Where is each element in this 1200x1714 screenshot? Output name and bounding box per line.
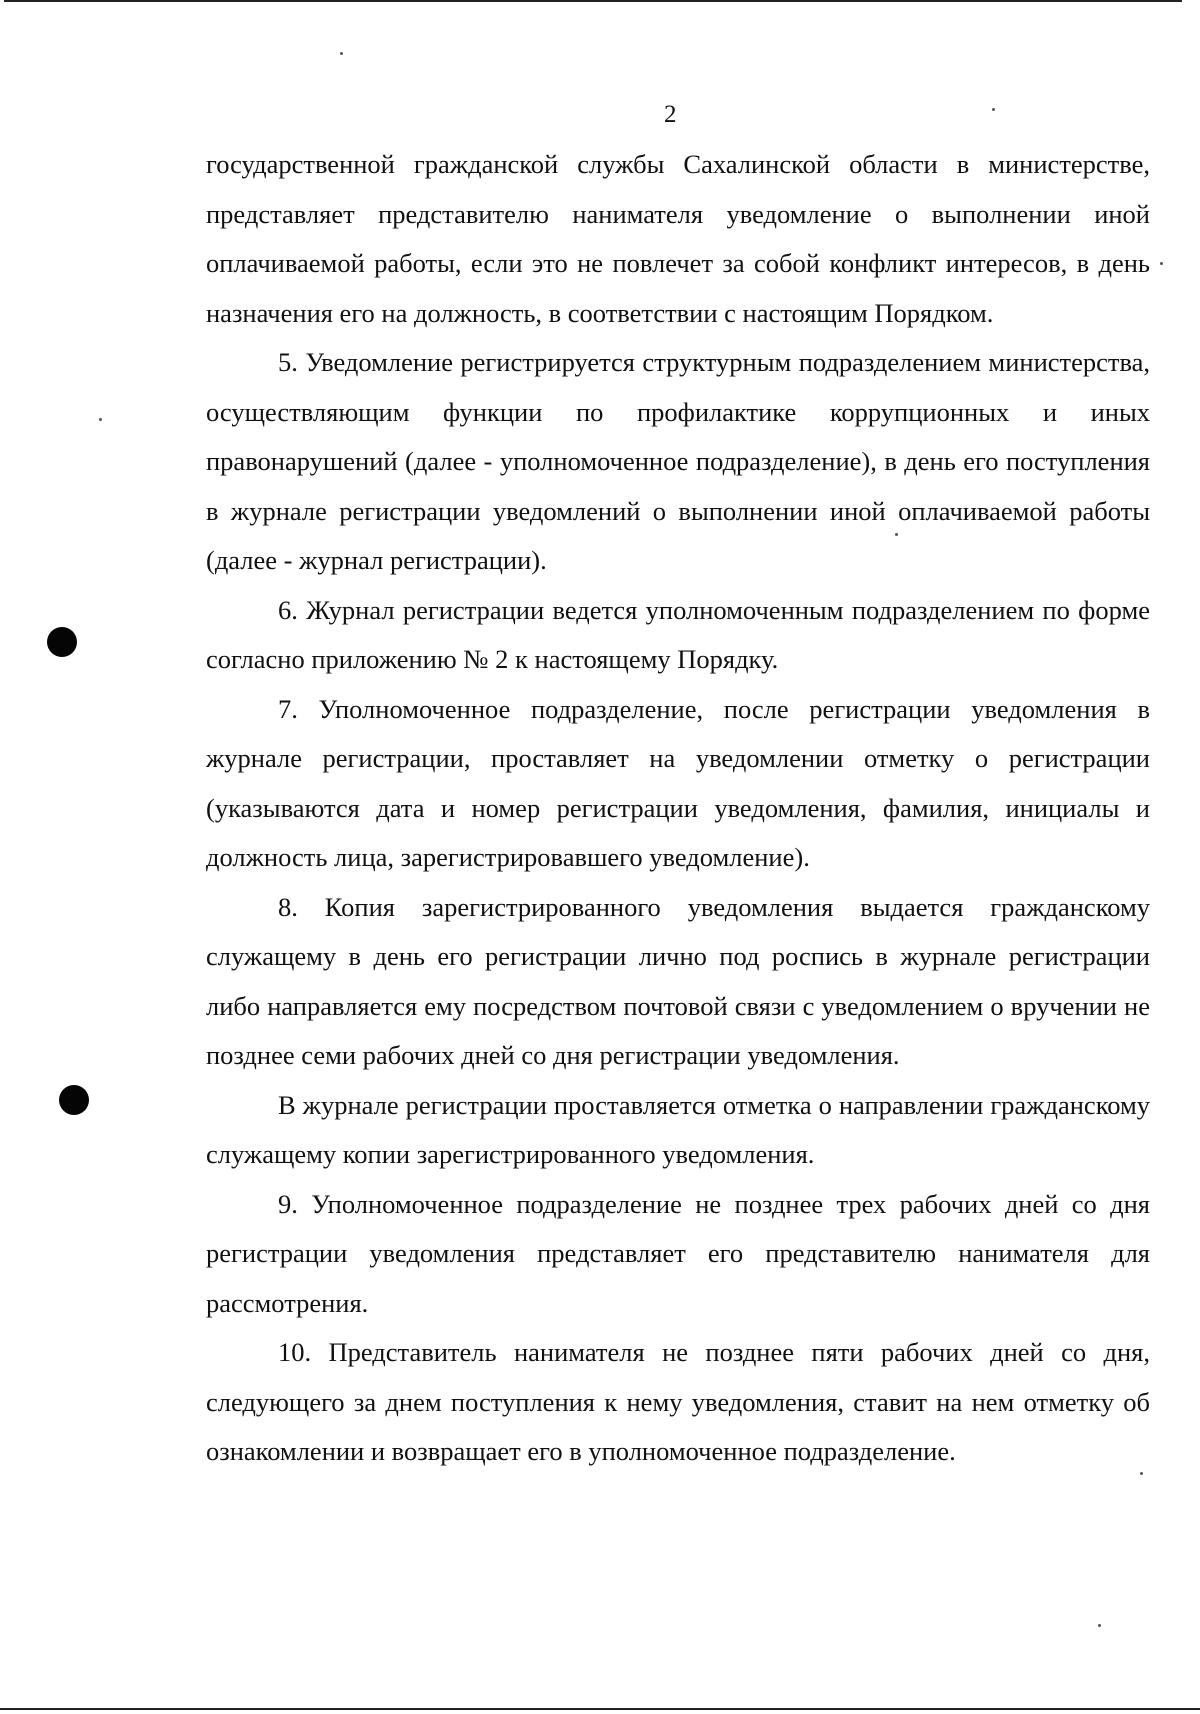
paragraph-item-5: 5. Уведомление регистрируется структурным подразделением министерства, осуществляющим функции по профилактике коррупционных и иных правонарушений (далее - уполномоченное подразделение), в день его поступления в журнале регистрации уведомлений о выполнении иной оплачиваемой работы (далее - журнал регистрации).: [206, 347, 1150, 575]
scan-speck: [1140, 1472, 1143, 1475]
scan-bottom-edge-line: [0, 1708, 1200, 1710]
document-body: [206, 140, 1150, 1477]
paragraph-item-10: 10. Представитель нанимателя не позднее пяти рабочих дней со дня, следующего за днем поступления к нему уведомления, ставит на нем отметку об ознакомлении и возвращает его в уполномоченное подразделение.: [206, 1337, 1150, 1466]
paragraph-continued: государственной гражданской службы Сахалинской области в министерстве, представляет представителю нанимателя уведомление о выполнении иной оплачиваемой работы, если это не повлечет за собой конфликт интересов, в день назначения его на должность, в соответствии с настоящим Порядком.: [206, 149, 1150, 328]
page-number: 2: [664, 101, 677, 128]
paragraph-item-8: 8. Копия зарегистрированного уведомления выдается гражданскому служащему в день его регистрации лично под роспись в журнале регистрации либо направляется ему посредством почтовой связи с уведомлением о вручении не позднее семи рабочих дней со дня регистрации уведомления.: [206, 891, 1150, 1070]
paragraph-item-9: 9. Уполномоченное подразделение не позднее трех рабочих дней со дня регистрации уведомления представляет его представителю нанимателя для рассмотрения.: [206, 1188, 1150, 1318]
scan-speck: [895, 533, 898, 536]
scan-speck: [1098, 1624, 1101, 1627]
scan-speck: [1160, 262, 1163, 265]
paragraph-item-8-note: В журнале регистрации проставляется отметка о направлении гражданскому служащему копии зарегистрированного уведомления.: [206, 1089, 1150, 1169]
scan-speck: [340, 52, 343, 55]
paragraph-item-6: 6. Журнал регистрации ведется уполномоченным подразделением по форме согласно приложению № 2 к настоящему Порядку.: [206, 594, 1150, 674]
punch-hole-mark: [59, 1085, 89, 1115]
scan-speck: [992, 108, 995, 111]
paragraph-item-7: 7. Уполномоченное подразделение, после регистрации уведомления в журнале регистрации, проставляет на уведомлении отметку о регистрации (указываются дата и номер регистрации уведомления, фамилия, инициалы и должность лица, зарегистрировавшего уведомление).: [206, 693, 1150, 872]
scan-top-edge-line: [4, 0, 1182, 2]
scan-speck: [99, 418, 102, 421]
punch-hole-mark: [47, 627, 77, 657]
